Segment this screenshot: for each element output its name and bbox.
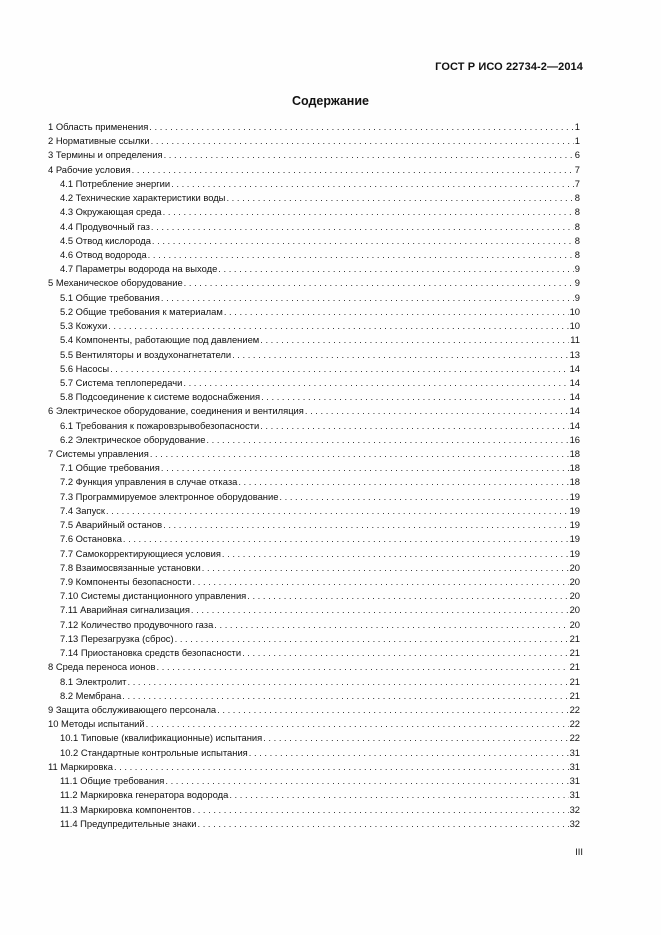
toc-entry[interactable] xyxy=(48,575,580,589)
toc-dot-leader xyxy=(202,561,569,575)
toc-entry-title: 7.4 Запуск xyxy=(60,504,105,516)
toc-entry[interactable] xyxy=(48,632,580,646)
toc-entry-page: 22 xyxy=(569,718,580,730)
toc-entry-page: 7 xyxy=(574,163,580,175)
toc-dot-leader xyxy=(114,760,569,774)
toc-entry-title: 11.4 Предупредительные знаки xyxy=(60,817,197,829)
toc-dot-leader xyxy=(279,490,568,504)
toc-entry-page: 19 xyxy=(569,490,580,502)
toc-dot-leader xyxy=(206,433,568,447)
toc-entry-title: 5.7 Система теплопередачи xyxy=(60,376,183,388)
toc-entry-title: 5.4 Компоненты, работающие под давлением xyxy=(60,334,260,346)
toc-entry[interactable] xyxy=(48,760,580,774)
toc-entry-page: 31 xyxy=(569,746,580,758)
toc-entry[interactable] xyxy=(48,532,580,546)
toc-dot-leader xyxy=(157,660,569,674)
toc-entry-title: 11 Маркировка xyxy=(48,760,113,772)
toc-entry-title: 7.11 Аварийная сигнализация xyxy=(60,604,190,616)
toc-entry-title: 6.2 Электрическое оборудование xyxy=(60,433,206,445)
toc-entry-page: 18 xyxy=(569,462,580,474)
toc-entry-title: 5.3 Кожухи xyxy=(60,320,108,332)
toc-entry[interactable] xyxy=(48,774,580,788)
toc-entry-page: 32 xyxy=(569,803,580,815)
toc-entry[interactable] xyxy=(48,817,580,831)
toc-dot-leader xyxy=(163,205,574,219)
toc-entry-title: 11.1 Общие требования xyxy=(60,775,165,787)
toc-dot-leader xyxy=(163,518,568,532)
toc-entry[interactable] xyxy=(48,134,580,148)
toc-entry[interactable] xyxy=(48,589,580,603)
toc-entry[interactable] xyxy=(48,731,580,745)
toc-entry-page: 1 xyxy=(574,135,580,147)
toc-dot-leader xyxy=(232,348,568,362)
toc-entry-page: 22 xyxy=(569,732,580,744)
toc-entry-page: 19 xyxy=(569,519,580,531)
toc-entry[interactable] xyxy=(48,191,580,205)
toc-entry-page: 21 xyxy=(569,689,580,701)
toc-entry[interactable] xyxy=(48,291,580,305)
toc-entry[interactable] xyxy=(48,803,580,817)
toc-entry[interactable] xyxy=(48,433,580,447)
toc-dot-leader xyxy=(229,788,568,802)
toc-dot-leader xyxy=(193,575,569,589)
page-title: Содержание xyxy=(291,94,369,108)
toc-entry-page: 20 xyxy=(569,576,580,587)
toc-entry-page: 10 xyxy=(569,320,580,332)
toc-entry[interactable] xyxy=(48,419,580,433)
page-number: III xyxy=(575,846,583,857)
toc-entry[interactable] xyxy=(48,234,580,248)
toc-dot-leader xyxy=(261,390,568,404)
toc-entry-page: 31 xyxy=(569,789,580,801)
toc-entry-page: 7 xyxy=(574,177,580,189)
toc-entry[interactable] xyxy=(48,518,580,532)
toc-dot-leader xyxy=(106,504,569,518)
toc-entry-title: 4.7 Параметры водорода на выходе xyxy=(60,263,218,275)
toc-entry[interactable] xyxy=(48,603,580,617)
toc-entry-title: 5.6 Насосы xyxy=(60,362,110,374)
toc-dot-leader xyxy=(146,717,569,731)
toc-entry-title: 7.13 Перезагрузка (сброс) xyxy=(60,632,174,644)
toc-entry-page: 21 xyxy=(569,661,580,673)
toc-entry-page: 9 xyxy=(574,277,580,289)
toc-entry-title: 11.3 Маркировка компонентов xyxy=(60,803,192,815)
toc-dot-leader xyxy=(122,689,568,703)
toc-entry[interactable] xyxy=(48,618,580,632)
toc-entry[interactable] xyxy=(48,717,580,731)
toc-dot-leader xyxy=(305,404,569,418)
toc-entry-page: 22 xyxy=(569,703,580,715)
toc-entry-page: 1 xyxy=(574,121,580,132)
toc-dot-leader xyxy=(226,191,573,205)
toc-entry-page: 14 xyxy=(569,362,580,374)
toc-entry-title: 7.8 Взаимосвязанные установки xyxy=(60,561,201,573)
toc-entry-title: 4.3 Окружающая среда xyxy=(60,206,162,218)
toc-entry[interactable] xyxy=(48,220,580,234)
toc-dot-leader xyxy=(171,177,574,191)
toc-entry[interactable] xyxy=(48,788,580,802)
toc-entry[interactable] xyxy=(48,689,580,703)
toc-dot-leader xyxy=(247,589,568,603)
toc-entry-title: 7.3 Программируемое электронное оборудование xyxy=(60,490,279,502)
table-of-contents xyxy=(48,120,580,831)
toc-entry[interactable] xyxy=(48,703,580,717)
toc-dot-leader xyxy=(222,547,569,561)
toc-entry-title: 5.5 Вентиляторы и воздухонагнетатели xyxy=(60,348,232,360)
toc-dot-leader xyxy=(260,419,568,433)
toc-entry[interactable] xyxy=(48,205,580,219)
toc-dot-leader xyxy=(149,120,573,134)
toc-dot-leader xyxy=(132,163,574,177)
toc-dot-leader xyxy=(151,220,574,234)
toc-entry-page: 6 xyxy=(574,149,580,161)
toc-dot-leader xyxy=(161,461,569,475)
toc-entry-page: 10 xyxy=(569,305,580,317)
toc-entry-page: 8 xyxy=(574,234,580,246)
toc-dot-leader xyxy=(108,319,568,333)
toc-entry[interactable] xyxy=(48,262,580,276)
toc-dot-leader xyxy=(260,333,569,347)
toc-entry-page: 8 xyxy=(574,192,580,204)
toc-entry-page: 21 xyxy=(569,675,580,687)
toc-dot-leader xyxy=(192,803,568,817)
toc-entry-title: 1 Область применения xyxy=(48,121,149,132)
toc-entry[interactable] xyxy=(48,276,580,290)
toc-entry[interactable] xyxy=(48,746,580,760)
toc-entry-title: 4.2 Технические характеристики воды xyxy=(60,192,226,204)
toc-entry[interactable] xyxy=(48,475,580,489)
toc-entry-page: 18 xyxy=(569,476,580,488)
toc-entry[interactable] xyxy=(48,390,580,404)
toc-entry-page: 20 xyxy=(569,590,580,602)
toc-entry[interactable] xyxy=(48,376,580,390)
toc-entry-page: 14 xyxy=(569,405,580,417)
toc-entry[interactable] xyxy=(48,461,580,475)
toc-dot-leader xyxy=(218,262,574,276)
toc-entry-title: 10.2 Стандартные контрольные испытания xyxy=(60,746,248,758)
toc-dot-leader xyxy=(165,774,568,788)
toc-dot-leader xyxy=(197,817,568,831)
toc-entry-page: 16 xyxy=(569,433,580,445)
toc-dot-leader xyxy=(175,632,569,646)
toc-entry-page: 14 xyxy=(569,391,580,403)
toc-entry-title: 3 Термины и определения xyxy=(48,149,163,161)
toc-entry-page: 32 xyxy=(569,817,580,829)
toc-entry-page: 31 xyxy=(569,760,580,772)
toc-entry[interactable] xyxy=(48,362,580,376)
toc-entry-title: 7.7 Самокорректирующиеся условия xyxy=(60,547,221,559)
toc-entry-page: 8 xyxy=(574,248,580,260)
toc-entry-title: 8.1 Электролит xyxy=(60,675,127,687)
toc-entry-title: 5.1 Общие требования xyxy=(60,291,160,303)
toc-entry-title: 7.14 Приостановка средств безопасности xyxy=(60,647,242,659)
toc-dot-leader xyxy=(150,447,569,461)
toc-entry[interactable] xyxy=(48,319,580,333)
toc-entry[interactable] xyxy=(48,120,580,134)
toc-entry[interactable] xyxy=(48,447,580,461)
toc-entry[interactable] xyxy=(48,561,580,575)
toc-entry[interactable] xyxy=(48,248,580,262)
toc-entry-page: 8 xyxy=(574,220,580,232)
toc-entry[interactable] xyxy=(48,163,580,177)
toc-entry-page: 9 xyxy=(574,291,580,303)
toc-entry-title: 4.5 Отвод кислорода xyxy=(60,234,151,246)
toc-entry-title: 2 Нормативные ссылки xyxy=(48,135,150,147)
toc-entry-title: 4 Рабочие условия xyxy=(48,163,131,175)
toc-entry-page: 8 xyxy=(574,206,580,218)
toc-dot-leader xyxy=(238,475,568,489)
toc-entry-title: 7.5 Аварийный останов xyxy=(60,519,163,531)
toc-entry-page: 19 xyxy=(569,547,580,559)
toc-entry-title: 5.8 Подсоединение к системе водоснабжения xyxy=(60,391,261,403)
toc-dot-leader xyxy=(214,618,568,632)
toc-dot-leader xyxy=(242,646,569,660)
toc-entry-title: 7.12 Количество продувочного газа xyxy=(60,618,214,630)
toc-entry-title: 4.6 Отвод водорода xyxy=(60,248,147,260)
toc-dot-leader xyxy=(148,248,574,262)
toc-dot-leader xyxy=(123,532,569,546)
toc-entry-page: 20 xyxy=(569,618,580,630)
toc-entry-page: 13 xyxy=(569,348,580,360)
toc-entry-title: 7.10 Системы дистанционного управления xyxy=(60,590,247,602)
toc-entry-page: 19 xyxy=(569,504,580,516)
toc-dot-leader xyxy=(161,291,574,305)
document-code: ГОСТ Р ИСО 22734-2—2014 xyxy=(435,61,583,73)
toc-entry[interactable] xyxy=(48,348,580,362)
toc-dot-leader xyxy=(191,603,569,617)
toc-entry-title: 10 Методы испытаний xyxy=(48,718,145,730)
toc-entry[interactable] xyxy=(48,490,580,504)
toc-entry-title: 5.2 Общие требования к материалам xyxy=(60,305,223,317)
toc-entry-page: 14 xyxy=(569,376,580,388)
toc-dot-leader xyxy=(224,305,569,319)
toc-dot-leader xyxy=(217,703,568,717)
toc-entry[interactable] xyxy=(48,504,580,518)
toc-dot-leader xyxy=(152,234,574,248)
toc-dot-leader xyxy=(249,746,569,760)
toc-entry-page: 21 xyxy=(569,647,580,659)
toc-entry-title: 8.2 Мембрана xyxy=(60,689,122,701)
toc-dot-leader xyxy=(184,276,574,290)
toc-dot-leader xyxy=(164,148,574,162)
toc-entry[interactable] xyxy=(48,646,580,660)
toc-entry-title: 6 Электрическое оборудование, соединения и вентиляция xyxy=(48,405,304,417)
toc-entry-title: 10.1 Типовые (квалификационные) испытания xyxy=(60,732,263,744)
toc-dot-leader xyxy=(127,675,568,689)
toc-entry[interactable] xyxy=(48,177,580,191)
toc-entry[interactable] xyxy=(48,547,580,561)
toc-entry-title: 6.1 Требования к пожаровзрывобезопасности xyxy=(60,419,260,431)
toc-entry-title: 7.9 Компоненты безопасности xyxy=(60,576,192,587)
toc-entry-title: 11.2 Маркировка генератора водорода xyxy=(60,789,229,801)
toc-entry[interactable] xyxy=(48,333,580,347)
toc-entry-title: 7.1 Общие требования xyxy=(60,462,160,474)
toc-entry-page: 20 xyxy=(569,561,580,573)
toc-entry-title: 4.1 Потребление энергии xyxy=(60,177,171,189)
toc-entry-page: 9 xyxy=(574,263,580,275)
toc-entry-page: 21 xyxy=(569,632,580,644)
toc-entry-title: 7 Системы управления xyxy=(48,448,149,460)
toc-entry-title: 7.2 Функция управления в случае отказа xyxy=(60,476,238,488)
toc-dot-leader xyxy=(151,134,574,148)
toc-entry-page: 19 xyxy=(569,533,580,545)
toc-entry[interactable] xyxy=(48,404,580,418)
toc-entry-title: 5 Механическое оборудование xyxy=(48,277,183,289)
toc-entry-title: 4.4 Продувочный газ xyxy=(60,220,150,232)
toc-entry[interactable] xyxy=(48,148,580,162)
toc-dot-leader xyxy=(110,362,569,376)
toc-entry[interactable] xyxy=(48,675,580,689)
toc-entry-page: 14 xyxy=(569,419,580,431)
toc-entry-title: 8 Среда переноса ионов xyxy=(48,661,156,673)
toc-entry-title: 9 Защита обслуживающего персонала xyxy=(48,703,217,715)
toc-dot-leader xyxy=(263,731,568,745)
toc-entry[interactable] xyxy=(48,660,580,674)
toc-entry-page: 18 xyxy=(569,448,580,460)
toc-dot-leader xyxy=(183,376,568,390)
toc-entry-page: 31 xyxy=(569,775,580,787)
toc-entry[interactable] xyxy=(48,305,580,319)
toc-entry-page: 11 xyxy=(570,334,580,346)
toc-entry-title: 7.6 Остановка xyxy=(60,533,122,545)
toc-entry-page: 20 xyxy=(569,604,580,616)
